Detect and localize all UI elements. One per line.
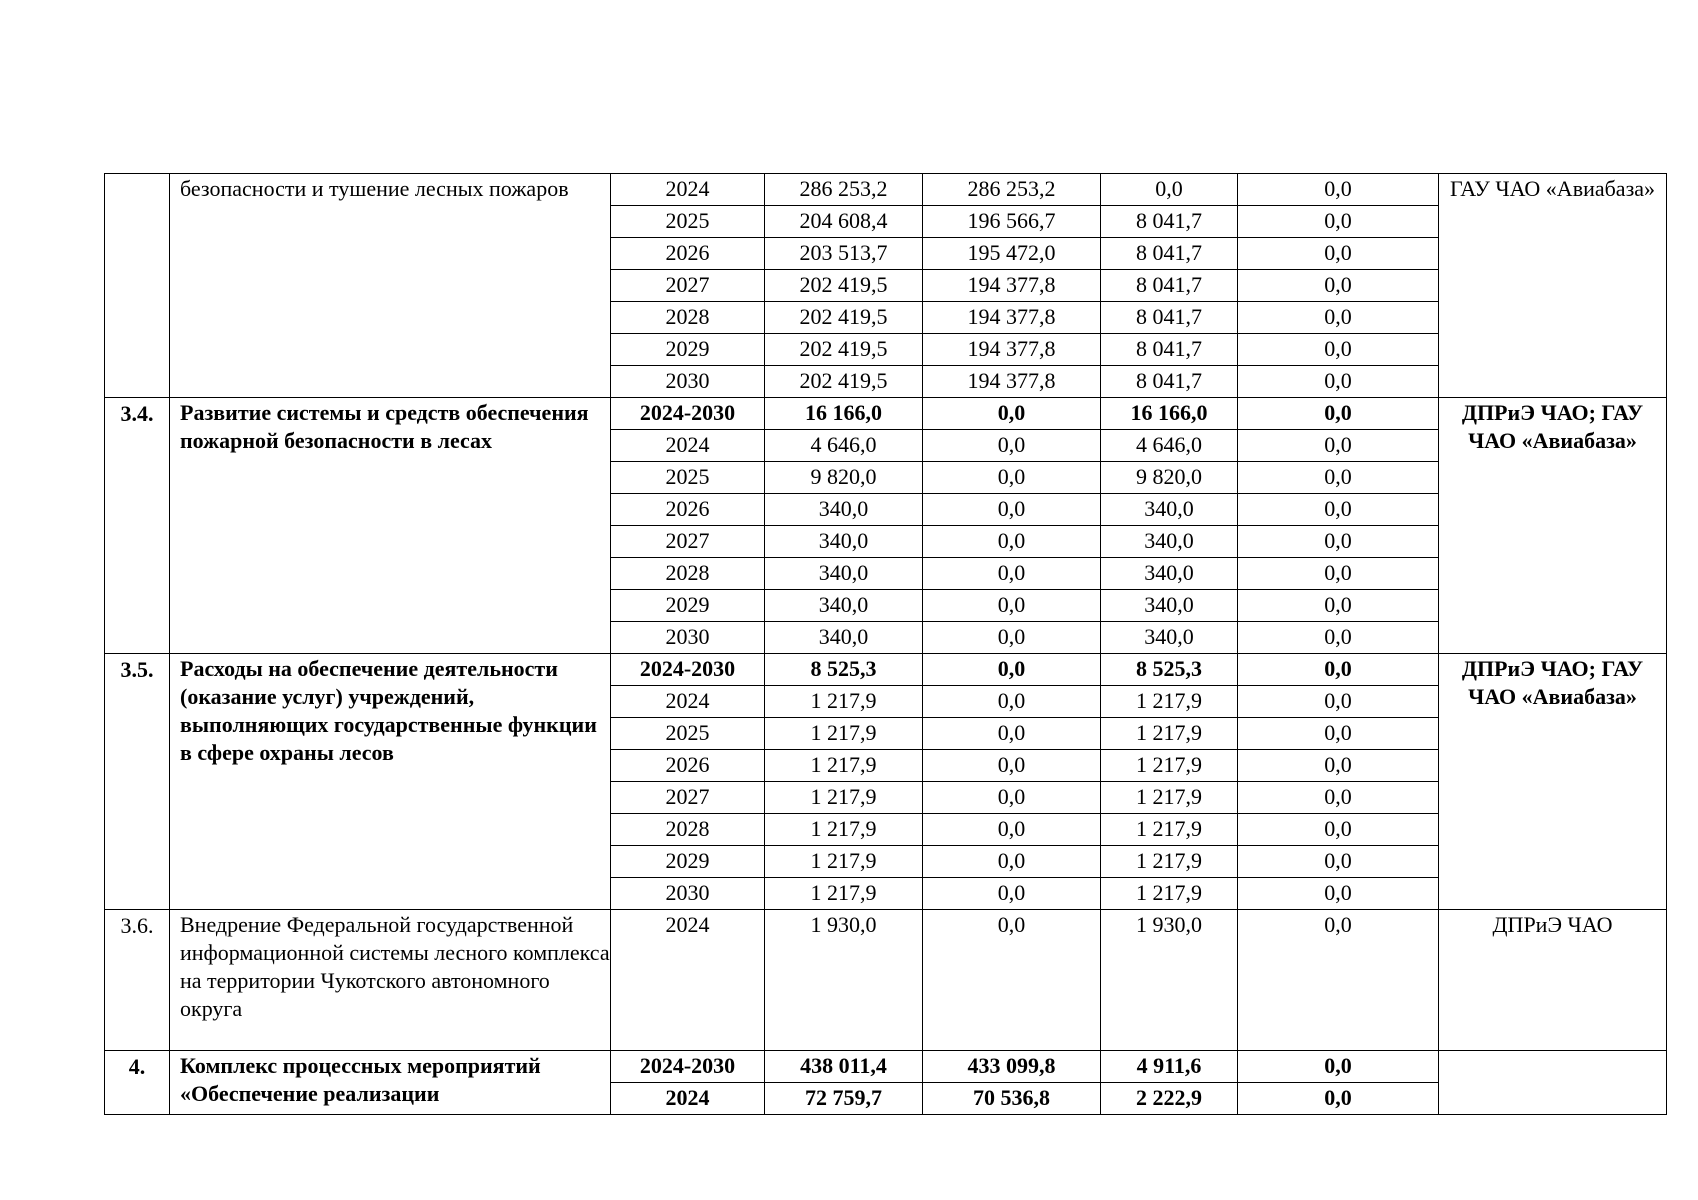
period-cell: 2028 xyxy=(611,302,765,334)
period-cell: 2024 xyxy=(611,910,765,1051)
table-row xyxy=(105,910,1667,1051)
federal-budget-cell: 0,0 xyxy=(923,814,1101,846)
federal-budget-cell: 0,0 xyxy=(923,558,1101,590)
other-sources-cell: 0,0 xyxy=(1238,526,1439,558)
total-cell: 340,0 xyxy=(765,558,923,590)
regional-budget-cell: 8 041,7 xyxy=(1101,366,1238,398)
federal-budget-cell: 0,0 xyxy=(923,590,1101,622)
other-sources-cell: 0,0 xyxy=(1238,238,1439,270)
other-sources-cell: 0,0 xyxy=(1238,462,1439,494)
total-cell: 340,0 xyxy=(765,590,923,622)
other-sources-cell: 0,0 xyxy=(1238,558,1439,590)
item-name: Развитие системы и средств обеспечения пожарной безопасности в лесах xyxy=(170,398,611,654)
period-cell: 2025 xyxy=(611,718,765,750)
regional-budget-cell: 340,0 xyxy=(1101,526,1238,558)
total-cell: 8 525,3 xyxy=(765,654,923,686)
period-cell: 2027 xyxy=(611,270,765,302)
federal-budget-cell: 0,0 xyxy=(923,462,1101,494)
period-cell: 2026 xyxy=(611,750,765,782)
federal-budget-cell: 0,0 xyxy=(923,718,1101,750)
item-name: безопасности и тушение лесных пожаров xyxy=(170,174,611,398)
budget-table xyxy=(104,173,1667,1115)
other-sources-cell: 0,0 xyxy=(1238,910,1439,1051)
total-cell: 1 217,9 xyxy=(765,686,923,718)
other-sources-cell: 0,0 xyxy=(1238,302,1439,334)
period-cell: 2030 xyxy=(611,366,765,398)
federal-budget-cell: 194 377,8 xyxy=(923,334,1101,366)
responsible-executor: ДПРиЭ ЧАО xyxy=(1439,910,1667,1051)
federal-budget-cell: 0,0 xyxy=(923,526,1101,558)
item-name: Расходы на обеспечение деятельности (оказание услуг) учреждений, выполняющих государственные функции в сфере охраны лесов xyxy=(170,654,611,910)
regional-budget-cell: 0,0 xyxy=(1101,174,1238,206)
federal-budget-cell: 433 099,8 xyxy=(923,1051,1101,1083)
federal-budget-cell: 0,0 xyxy=(923,782,1101,814)
period-cell: 2028 xyxy=(611,814,765,846)
total-cell: 202 419,5 xyxy=(765,270,923,302)
responsible-executor xyxy=(1439,1051,1667,1115)
item-number: 3.6. xyxy=(105,910,170,1051)
other-sources-cell: 0,0 xyxy=(1238,270,1439,302)
period-cell: 2024 xyxy=(611,174,765,206)
other-sources-cell: 0,0 xyxy=(1238,1051,1439,1083)
federal-budget-cell: 0,0 xyxy=(923,686,1101,718)
other-sources-cell: 0,0 xyxy=(1238,494,1439,526)
period-cell: 2025 xyxy=(611,462,765,494)
period-cell: 2027 xyxy=(611,526,765,558)
total-cell: 340,0 xyxy=(765,526,923,558)
period-cell: 2029 xyxy=(611,334,765,366)
period-cell: 2026 xyxy=(611,494,765,526)
other-sources-cell: 0,0 xyxy=(1238,654,1439,686)
federal-budget-cell: 195 472,0 xyxy=(923,238,1101,270)
federal-budget-cell: 0,0 xyxy=(923,430,1101,462)
federal-budget-cell: 0,0 xyxy=(923,910,1101,1051)
table-row xyxy=(105,1051,1667,1083)
regional-budget-cell: 8 041,7 xyxy=(1101,238,1238,270)
period-cell: 2024 xyxy=(611,430,765,462)
regional-budget-cell: 1 217,9 xyxy=(1101,814,1238,846)
period-cell: 2028 xyxy=(611,558,765,590)
regional-budget-cell: 1 930,0 xyxy=(1101,910,1238,1051)
item-name: Комплекс процессных мероприятий «Обеспечение реализации xyxy=(170,1051,611,1115)
period-cell: 2030 xyxy=(611,878,765,910)
regional-budget-cell: 340,0 xyxy=(1101,622,1238,654)
total-cell: 9 820,0 xyxy=(765,462,923,494)
period-cell: 2026 xyxy=(611,238,765,270)
item-number: 3.5. xyxy=(105,654,170,910)
other-sources-cell: 0,0 xyxy=(1238,1083,1439,1115)
total-cell: 204 608,4 xyxy=(765,206,923,238)
regional-budget-cell: 4 911,6 xyxy=(1101,1051,1238,1083)
other-sources-cell: 0,0 xyxy=(1238,334,1439,366)
federal-budget-cell: 0,0 xyxy=(923,494,1101,526)
regional-budget-cell: 8 525,3 xyxy=(1101,654,1238,686)
other-sources-cell: 0,0 xyxy=(1238,782,1439,814)
total-cell: 203 513,7 xyxy=(765,238,923,270)
regional-budget-cell: 9 820,0 xyxy=(1101,462,1238,494)
other-sources-cell: 0,0 xyxy=(1238,686,1439,718)
total-cell: 286 253,2 xyxy=(765,174,923,206)
federal-budget-cell: 0,0 xyxy=(923,398,1101,430)
regional-budget-cell: 340,0 xyxy=(1101,494,1238,526)
total-cell: 4 646,0 xyxy=(765,430,923,462)
other-sources-cell: 0,0 xyxy=(1238,398,1439,430)
item-name: Внедрение Федеральной государственной информационной системы лесного комплекса на территории Чукотского автономного округа xyxy=(170,910,611,1051)
other-sources-cell: 0,0 xyxy=(1238,206,1439,238)
other-sources-cell: 0,0 xyxy=(1238,366,1439,398)
period-cell: 2024 xyxy=(611,686,765,718)
other-sources-cell: 0,0 xyxy=(1238,622,1439,654)
total-cell: 438 011,4 xyxy=(765,1051,923,1083)
regional-budget-cell: 1 217,9 xyxy=(1101,718,1238,750)
period-cell: 2024 xyxy=(611,1083,765,1115)
total-cell: 202 419,5 xyxy=(765,366,923,398)
period-cell: 2027 xyxy=(611,782,765,814)
regional-budget-cell: 1 217,9 xyxy=(1101,686,1238,718)
item-number: 3.4. xyxy=(105,398,170,654)
total-cell: 1 217,9 xyxy=(765,814,923,846)
table-row xyxy=(105,654,1667,686)
table-row xyxy=(105,398,1667,430)
period-cell: 2024-2030 xyxy=(611,398,765,430)
federal-budget-cell: 194 377,8 xyxy=(923,270,1101,302)
period-cell: 2025 xyxy=(611,206,765,238)
regional-budget-cell: 1 217,9 xyxy=(1101,846,1238,878)
period-cell: 2024-2030 xyxy=(611,1051,765,1083)
regional-budget-cell: 8 041,7 xyxy=(1101,270,1238,302)
total-cell: 72 759,7 xyxy=(765,1083,923,1115)
federal-budget-cell: 70 536,8 xyxy=(923,1083,1101,1115)
total-cell: 202 419,5 xyxy=(765,302,923,334)
federal-budget-cell: 0,0 xyxy=(923,878,1101,910)
responsible-executor: ДПРиЭ ЧАО; ГАУ ЧАО «Авиабаза» xyxy=(1439,398,1667,654)
total-cell: 16 166,0 xyxy=(765,398,923,430)
other-sources-cell: 0,0 xyxy=(1238,430,1439,462)
item-number: 4. xyxy=(105,1051,170,1115)
federal-budget-cell: 0,0 xyxy=(923,846,1101,878)
regional-budget-cell: 4 646,0 xyxy=(1101,430,1238,462)
total-cell: 340,0 xyxy=(765,494,923,526)
responsible-executor: ДПРиЭ ЧАО; ГАУ ЧАО «Авиабаза» xyxy=(1439,654,1667,910)
total-cell: 1 217,9 xyxy=(765,846,923,878)
regional-budget-cell: 8 041,7 xyxy=(1101,302,1238,334)
period-cell: 2024-2030 xyxy=(611,654,765,686)
table-body xyxy=(105,174,1667,1115)
federal-budget-cell: 194 377,8 xyxy=(923,366,1101,398)
item-number xyxy=(105,174,170,398)
period-cell: 2029 xyxy=(611,590,765,622)
regional-budget-cell: 1 217,9 xyxy=(1101,878,1238,910)
regional-budget-cell: 16 166,0 xyxy=(1101,398,1238,430)
federal-budget-cell: 286 253,2 xyxy=(923,174,1101,206)
other-sources-cell: 0,0 xyxy=(1238,846,1439,878)
other-sources-cell: 0,0 xyxy=(1238,878,1439,910)
total-cell: 1 217,9 xyxy=(765,782,923,814)
total-cell: 1 930,0 xyxy=(765,910,923,1051)
other-sources-cell: 0,0 xyxy=(1238,750,1439,782)
table-row xyxy=(105,174,1667,206)
total-cell: 1 217,9 xyxy=(765,878,923,910)
other-sources-cell: 0,0 xyxy=(1238,814,1439,846)
total-cell: 202 419,5 xyxy=(765,334,923,366)
total-cell: 1 217,9 xyxy=(765,718,923,750)
period-cell: 2030 xyxy=(611,622,765,654)
total-cell: 1 217,9 xyxy=(765,750,923,782)
regional-budget-cell: 340,0 xyxy=(1101,590,1238,622)
federal-budget-cell: 0,0 xyxy=(923,750,1101,782)
regional-budget-cell: 8 041,7 xyxy=(1101,206,1238,238)
period-cell: 2029 xyxy=(611,846,765,878)
regional-budget-cell: 1 217,9 xyxy=(1101,750,1238,782)
other-sources-cell: 0,0 xyxy=(1238,174,1439,206)
federal-budget-cell: 196 566,7 xyxy=(923,206,1101,238)
regional-budget-cell: 340,0 xyxy=(1101,558,1238,590)
responsible-executor: ГАУ ЧАО «Авиабаза» xyxy=(1439,174,1667,398)
federal-budget-cell: 0,0 xyxy=(923,654,1101,686)
regional-budget-cell: 1 217,9 xyxy=(1101,782,1238,814)
total-cell: 340,0 xyxy=(765,622,923,654)
regional-budget-cell: 8 041,7 xyxy=(1101,334,1238,366)
regional-budget-cell: 2 222,9 xyxy=(1101,1083,1238,1115)
federal-budget-cell: 194 377,8 xyxy=(923,302,1101,334)
other-sources-cell: 0,0 xyxy=(1238,718,1439,750)
federal-budget-cell: 0,0 xyxy=(923,622,1101,654)
other-sources-cell: 0,0 xyxy=(1238,590,1439,622)
